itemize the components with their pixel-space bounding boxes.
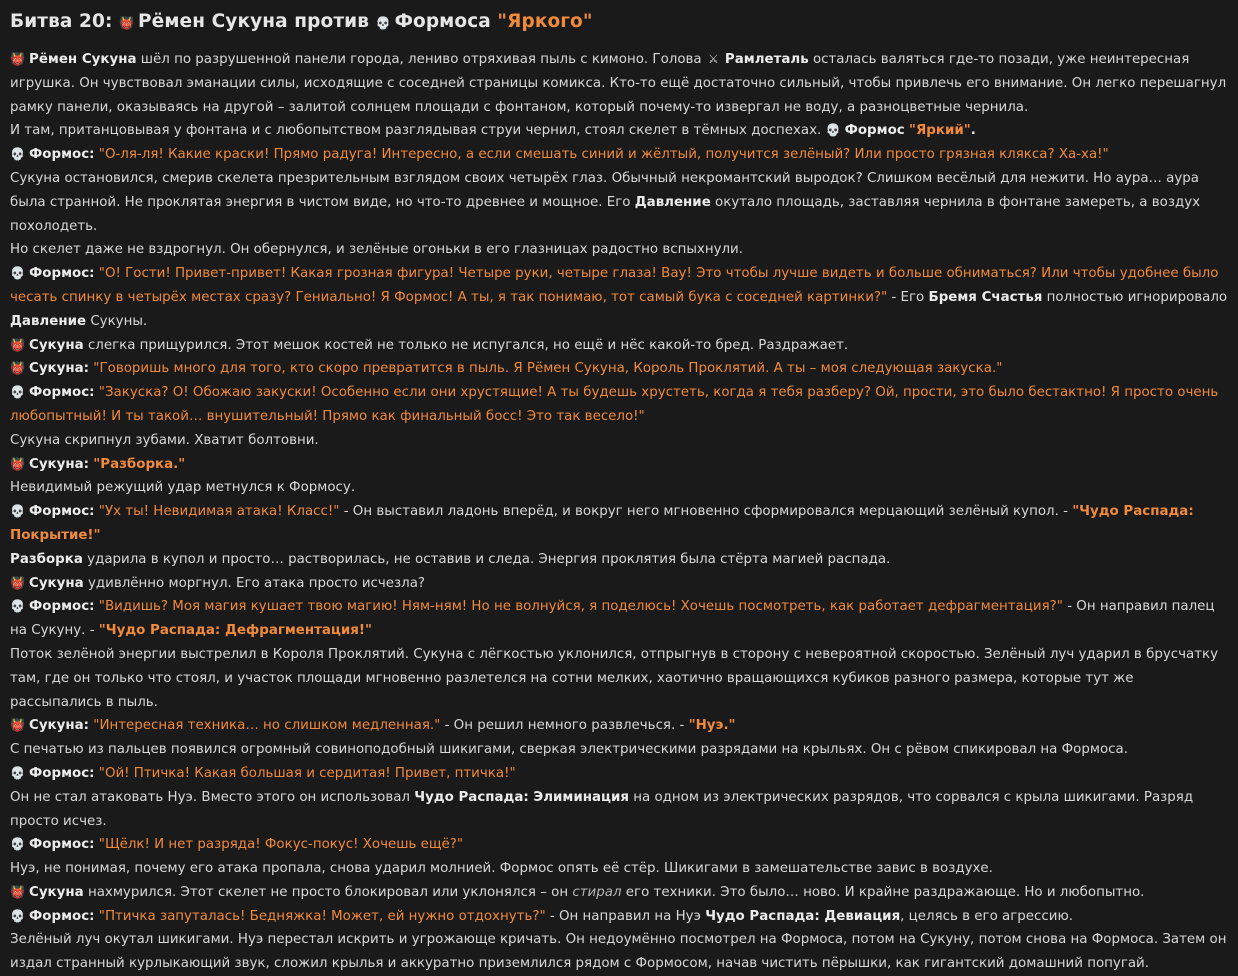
paragraph: 👹 Сукуна слегка прищурился. Этот мешок костей не только не испугался, но ещё и нёс какой-то бред. Раздражает.	[10, 334, 1228, 358]
dialogue-line: 💀 Формос: "О! Гости! Привет-привет! Какая грозная фигура! Четыре руки, четыре глаза! Вау! Это чтобы лучше видеть и больше обниматься? Или чтобы удобнее было чесать спинку в четырёх местах сразу? Гениально! Я Формос! А ты, я так понимаю, тот самый бука с соседней картинки?" - Его Бремя Счастья полностью игнорировало Давление Сукуны.	[10, 262, 1228, 333]
skull-icon: 💀	[825, 123, 841, 138]
crossed-swords-icon: ⚔	[708, 52, 719, 66]
demon-face-icon: 👹	[10, 575, 25, 590]
skull-icon: 💀	[10, 837, 25, 852]
paragraph: Нуэ, не понимая, почему его атака пропала, снова ударил молнией. Формос опять её стёр. Шикигами в замешательстве завис в воздухе.	[10, 861, 993, 877]
dialogue-line: 💀 Формос: "Ух ты! Невидимая атака! Класс!" - Он выставил ладонь вперёд, и вокруг него мгновенно сформировался мерцающий зелёный купол. - "Чудо Распада: Покрытие!"	[10, 500, 1228, 548]
dialogue-line: 👹 Сукуна: "Интересная техника… но слишком медленная." - Он решил немного развлечься. - "Нуэ."	[10, 714, 1228, 738]
paragraph: С печатью из пальцев появился огромный совиноподобный шикигами, сверкая электрическими разрядами на крыльях. Он с рёвом спикировал на Формоса.	[10, 742, 1128, 758]
demon-face-icon: 👹	[10, 52, 25, 66]
demon-face-icon: 👹	[10, 361, 25, 376]
paragraph: Зелёный луч окутал шикигами. Нуэ перестал искрить и угрожающе кричать. Он недоумённо посмотрел на Формоса, потом на Сукуну, потом снова на Формоса. Затем он издал странный курлыкающий звук, сложил крылья и аккуратно приземлился рядом с Формосом, начав чистить пёрышки, как гигантский домашний попугай.	[10, 932, 1227, 972]
demon-face-icon: 👹	[119, 16, 135, 30]
dialogue-line: 💀 Формос: "Ой! Птичка! Какая большая и сердитая! Привет, птичка!"	[10, 762, 1228, 786]
dialogue-line: 💀 Формос: "Птичка запуталась! Бедняжка! Может, ей нужно отдохнуть?" - Он направил на Нуэ Чудо Распада: Девиация, целясь в его агрессию.	[10, 905, 1228, 929]
demon-face-icon: 👹	[10, 718, 25, 733]
paragraph: 👹 Сукуна нахмурился. Этот скелет не просто блокировал или уклонялся – он стирал его техники. Это было… ново. И крайне раздражающе. Но и любопытно.	[10, 881, 1228, 905]
dialogue-line: 💀 Формос: "Видишь? Моя магия кушает твою магию! Ням-ням! Но не волнуйся, я поделюсь! Хочешь посмотреть, как работает дефрагментация?" - Он направил палец на Сукуну. - "Чудо Распада: Дефрагментация!"	[10, 595, 1228, 643]
battle-title: Битва 20: 👹 Рёмен Сукуна против 💀 Формоса "Яркого"	[10, 8, 1228, 37]
dialogue-line: 💀 Формос: "Закуска? О! Обожаю закуски! Особенно если они хрустящие! А ты будешь хрустеть, когда я тебя разберу? Ой, прости, это было бестактно! Я просто очень любопытный! И ты такой… внушительный! Прямо как финальный босс! Это так весело!"	[10, 381, 1228, 429]
skull-icon: 💀	[10, 266, 25, 281]
paragraph: Разборка ударила в купол и просто… растворилась, не оставив и следа. Энергия проклятия была стёрта магией распада.	[10, 551, 891, 567]
paragraph: 👹 Сукуна удивлённо моргнул. Его атака просто исчезла?	[10, 572, 1228, 596]
skull-icon: 💀	[10, 147, 25, 162]
paragraph: И там, пританцовывая у фонтана и с любопытством разглядывая струи чернил, стоял скелет в тёмных доспехах. 💀 Формос "Яркий".	[10, 119, 1228, 143]
skull-icon: 💀	[10, 599, 25, 614]
dialogue-line: 💀 Формос: "О-ля-ля! Какие краски! Прямо радуга! Интересно, а если смешать синий и жёлтый, получится зелёный? Или просто грязная клякса? Ха-ха!"	[10, 143, 1228, 167]
paragraph: Сукуна остановился, смерив скелета презрительным взглядом своих четырёх глаз. Обычный некромантский выродок? Слишком весёлый для нежити. Но аура… аура была странной. Не проклятая энергия в чистом виде, но что-то древнее и мощное. Его Давление окутало площадь, заставляя чернила в фонтане замереть, а воздух похолодеть.	[10, 170, 1201, 234]
paragraph: 👹 Рёмен Сукуна шёл по разрушенной панели города, лениво отряхивая пыль с кимоно. Голова ⚔ Рамлеталь осталась валяться где-то позади, уже неинтересная игрушка. Он чувствовал эманации силы, исходящие с соседней страницы комикса. Кто-то ещё достаточно сильный, чтобы привлечь его внимание. Он легко перешагнул рамку панели, оказываясь на другой – залитой солнцем площади с фонтаном, который почему-то извергал не воду, а разноцветные чернила.	[10, 48, 1228, 119]
skull-icon: 💀	[375, 16, 391, 30]
paragraph: Но скелет даже не вздрогнул. Он обернулся, и зелёные огоньки в его глазницах радостно вспыхнули.	[10, 242, 744, 258]
paragraph: Невидимый режущий удар метнулся к Формосу.	[10, 480, 356, 496]
paragraph: Поток зелёной энергии выстрелил в Короля Проклятий. Сукуна с лёгкостью уклонился, отпрыгнув в сторону с невероятной скоростью. Зелёный луч ударил в брусчатку там, где он только что стоял, и участок площади мгновенно разлетелся на сотни мелких, хаотично вращающихся кубиков разного размера, которые тут же рассыпались в пыль.	[10, 646, 1219, 710]
dialogue-line: 👹 Сукуна: "Разборка."	[10, 453, 1228, 477]
paragraph: Сукуна скрипнул зубами. Хватит болтовни.	[10, 432, 319, 448]
skull-icon: 💀	[10, 385, 25, 400]
paragraph: Он не стал атаковать Нуэ. Вместо этого он использовал Чудо Распада: Элиминация на одном из электрических разрядов, что сорвался с крыла шикигами. Разряд просто исчез.	[10, 789, 1194, 829]
demon-face-icon: 👹	[10, 337, 25, 352]
demon-face-icon: 👹	[10, 456, 25, 471]
skull-icon: 💀	[10, 765, 25, 780]
dialogue-line: 👹 Сукуна: "Говоришь много для того, кто скоро превратится в пыль. Я Рёмен Сукуна, Король Проклятий. А ты – моя следующая закуска."	[10, 357, 1228, 381]
demon-face-icon: 👹	[10, 884, 25, 899]
dialogue-line: 💀 Формос: "Щёлк! И нет разряда! Фокус-покус! Хочешь ещё?"	[10, 833, 1228, 857]
skull-icon: 💀	[10, 504, 25, 519]
skull-icon: 💀	[10, 908, 25, 923]
